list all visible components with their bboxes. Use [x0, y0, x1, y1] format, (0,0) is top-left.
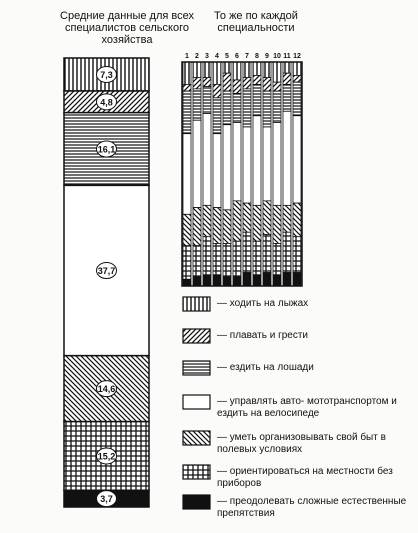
specialty-1-segment-2: [183, 84, 191, 91]
specialty-6-segment-7: [233, 277, 241, 286]
specialty-7-segment-1: [243, 62, 251, 78]
specialty-5-segment-2: [223, 73, 231, 91]
specialty-3-segment-2: [203, 78, 211, 87]
specialty-7-segment-7: [243, 273, 251, 286]
specialty-5-segment-7: [223, 277, 231, 286]
specialty-4-segment-5: [213, 208, 221, 244]
right-chart-title: То же по каждой специальности: [214, 10, 298, 34]
specialty-number-label: 2: [195, 53, 199, 60]
specialty-9-segment-6: [263, 234, 271, 272]
specialty-10-segment-2: [273, 82, 281, 91]
legend-swatch: [182, 494, 212, 510]
specialty-3-segment-4: [203, 114, 211, 206]
specialty-11-segment-3: [283, 84, 291, 111]
specialty-8-segment-3: [253, 84, 261, 115]
specialty-2-segment-5: [193, 208, 201, 246]
specialty-1-segment-7: [183, 279, 191, 286]
specialty-number-label: 1: [185, 53, 189, 60]
legend-label: — ходить на лыжах: [217, 298, 309, 309]
specialty-5-segment-6: [223, 243, 231, 277]
specialty-3-segment-5: [203, 205, 211, 236]
specialty-5-segment-4: [223, 125, 231, 210]
specialty-2-segment-6: [193, 246, 201, 277]
specialty-10-segment-3: [273, 91, 281, 122]
specialty-11-segment-5: [283, 205, 291, 232]
specialty-4-segment-7: [213, 275, 221, 286]
specialty-4-segment-1: [213, 62, 221, 84]
specialty-10-segment-1: [273, 62, 281, 82]
specialty-6-segment-5: [233, 201, 241, 241]
legend-swatch: [182, 394, 212, 410]
specialty-8-segment-2: [253, 75, 261, 84]
specialty-6-segment-3: [233, 93, 241, 122]
specialty-10-segment-6: [273, 243, 281, 274]
specialty-4-segment-4: [213, 134, 221, 208]
average-stacked-bar: [64, 58, 149, 507]
specialty-12-segment-3: [293, 82, 301, 116]
specialty-4-segment-6: [213, 243, 221, 274]
specialty-4-segment-2: [213, 84, 221, 97]
specialty-8-segment-6: [253, 241, 261, 275]
specialty-6-segment-6: [233, 241, 241, 277]
specialty-3-segment-3: [203, 87, 211, 114]
specialty-2-segment-4: [193, 120, 201, 207]
specialty-12-segment-2: [293, 75, 301, 82]
specialty-5-segment-5: [223, 210, 231, 244]
specialty-12-segment-5: [293, 203, 301, 237]
legend-swatch: [182, 430, 212, 446]
specialty-number-label: 10: [273, 53, 281, 60]
specialty-number-label: 3: [205, 53, 209, 60]
legend-label: — преодолевать сложные естественные препятствия: [217, 496, 407, 519]
specialty-12-segment-1: [293, 62, 301, 75]
average-value-label: 3,7: [100, 494, 113, 505]
specialty-7-segment-6: [243, 232, 251, 272]
specialty-11-segment-2: [283, 73, 291, 84]
specialty-10-segment-7: [273, 275, 281, 286]
specialty-9-segment-1: [263, 62, 271, 78]
specialty-3-segment-1: [203, 62, 211, 78]
specialty-5-segment-1: [223, 62, 231, 73]
per-specialty-stacked-bars: [182, 53, 302, 286]
specialty-7-segment-4: [243, 127, 251, 203]
specialty-number-label: 12: [293, 53, 301, 60]
legend-swatch: [182, 296, 212, 312]
average-value-label: 16,1: [97, 144, 116, 155]
specialty-6-segment-2: [233, 80, 241, 93]
left-chart-title: Средние данные для всех специалистов сельского хозяйства: [60, 10, 194, 46]
average-value-label: 37,7: [97, 266, 116, 277]
legend-label: — плавать и грести: [217, 330, 309, 341]
specialty-1-segment-6: [183, 246, 191, 280]
specialty-11-segment-7: [283, 273, 291, 286]
average-value-label: 4,8: [100, 97, 113, 108]
specialty-6-segment-4: [233, 122, 241, 200]
specialty-9-segment-7: [263, 273, 271, 286]
legend-label: — управлять авто- мототранспортом и ездить на велосипеде: [217, 396, 397, 419]
legend-swatch: [182, 328, 212, 344]
specialty-1-segment-5: [183, 214, 191, 245]
legend-label: — уметь организовывать свой быт в полевых условиях: [217, 432, 386, 455]
specialty-1-segment-4: [183, 134, 191, 215]
specialty-12-segment-4: [293, 116, 301, 203]
specialty-7-segment-5: [243, 203, 251, 232]
specialty-4-segment-3: [213, 98, 221, 134]
specialty-5-segment-3: [223, 91, 231, 125]
specialty-3-segment-6: [203, 237, 211, 275]
specialty-7-segment-2: [243, 78, 251, 89]
specialty-1-segment-1: [183, 62, 191, 84]
average-value-label: 7,3: [100, 69, 113, 80]
specialty-2-segment-2: [193, 78, 201, 89]
average-value-label: 15,2: [97, 451, 116, 462]
specialty-8-segment-7: [253, 275, 261, 286]
specialty-8-segment-5: [253, 205, 261, 241]
specialty-2-segment-7: [193, 277, 201, 286]
specialty-number-label: 11: [283, 53, 291, 60]
legend-swatch: [182, 464, 212, 480]
legend-label: — ездить на лошади: [217, 362, 314, 373]
average-value-label: 14,6: [97, 384, 116, 395]
specialty-number-label: 6: [235, 53, 239, 60]
specialty-9-segment-2: [263, 78, 271, 91]
specialty-9-segment-4: [263, 127, 271, 201]
specialty-11-segment-4: [283, 111, 291, 205]
specialty-number-label: 8: [255, 53, 259, 60]
specialty-8-segment-4: [253, 116, 261, 206]
specialty-3-segment-7: [203, 275, 211, 286]
legend-label: — ориентироваться на местности без приборов: [217, 466, 393, 489]
specialty-8-segment-1: [253, 62, 261, 75]
specialty-number-label: 9: [265, 53, 269, 60]
specialty-9-segment-3: [263, 91, 271, 127]
specialty-12-segment-6: [293, 237, 301, 273]
specialty-6-segment-1: [233, 62, 241, 80]
specialty-12-segment-7: [293, 273, 301, 286]
specialty-11-segment-1: [283, 62, 291, 73]
specialty-1-segment-3: [183, 91, 191, 134]
specialty-2-segment-1: [193, 62, 201, 78]
specialty-number-label: 5: [225, 53, 229, 60]
specialty-11-segment-6: [283, 232, 291, 272]
specialty-7-segment-3: [243, 89, 251, 127]
specialty-2-segment-3: [193, 89, 201, 120]
specialty-10-segment-5: [273, 205, 281, 243]
specialty-10-segment-4: [273, 122, 281, 205]
specialty-number-label: 7: [245, 53, 249, 60]
specialty-number-label: 4: [215, 53, 219, 60]
legend-swatch: [182, 360, 212, 376]
specialty-9-segment-5: [263, 201, 271, 235]
